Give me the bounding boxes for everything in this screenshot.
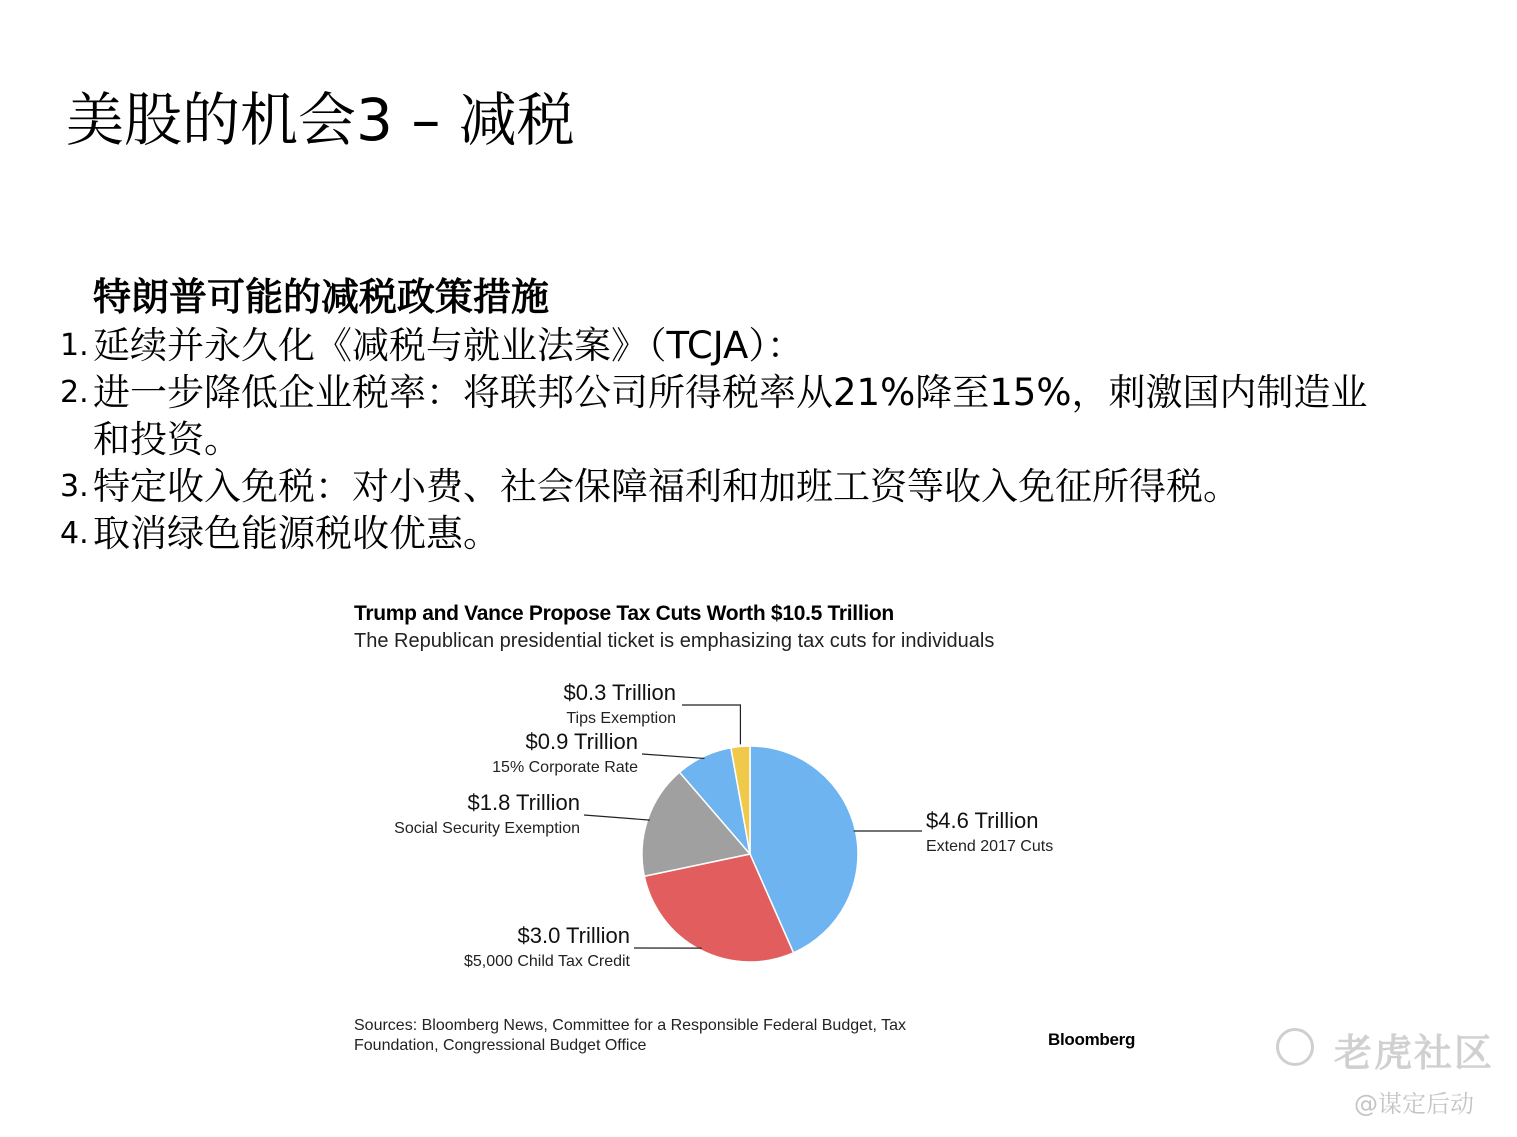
policy-text: 进一步降低企业税率：将联邦公司所得税率从21%降至15%，刺激国内制造业 [93,371,1368,414]
policy-number: 2. [60,375,89,410]
chart-title: Trump and Vance Propose Tax Cuts Worth $10.5 Trillion [354,602,894,625]
leader-line [682,705,740,744]
policy-item-2 [60,369,1480,463]
policy-number: 4. [60,516,89,551]
watermark-handle: @谋定后动 [1354,1090,1474,1118]
tiger-community-logo-icon [1276,1028,1314,1066]
policy-text: 取消绿色能源税收优惠。 [93,512,500,555]
slice-value-label: $0.3 Trillion [563,680,676,705]
watermark [1276,1026,1506,1116]
slice-category-label: 15% Corporate Rate [492,759,638,776]
chart-subtitle: The Republican presidential ticket is emphasizing tax cuts for individuals [354,630,995,652]
slice-category-label: Extend 2017 Cuts [926,838,1054,855]
policy-text-continuation: 和投资。 [93,418,241,461]
chart-figure [340,598,1160,1068]
slice-category-label: Tips Exemption [566,710,676,727]
chart-source: Sources: Bloomberg News, Committee for a Responsible Federal Budget, Tax Foundation, Congressional Budget Office [354,1017,906,1054]
slide-title: 美股的机会3 – 减税 [66,86,575,154]
bloomberg-logo: Bloomberg [1048,1030,1136,1049]
slice-value-label: $3.0 Trillion [517,923,630,948]
policy-text-block [93,369,1367,463]
slice-value-label: $4.6 Trillion [926,808,1039,833]
policy-text: 特定收入免税：对小费、社会保障福利和加班工资等收入免征所得税。 [93,465,1240,508]
slice-value-label: $1.8 Trillion [467,790,580,815]
policy-subheading: 特朗普可能的减税政策措施 [93,275,550,319]
policy-item-4 [60,510,1480,557]
pie-chart [340,598,1160,1008]
slice-category-label: Social Security Exemption [394,820,580,837]
policy-item-3 [60,463,1480,510]
leader-line [584,815,650,820]
policy-number: 3. [60,469,89,504]
policy-list [60,272,1480,557]
leader-line [642,754,704,758]
policy-item-1 [60,322,1480,369]
policy-number: 1. [60,328,89,363]
policy-text: 延续并永久化《减税与就业法案》（TCJA）： [93,324,804,367]
watermark-name: 老虎社区 [1334,1031,1495,1075]
slice-category-label: $5,000 Child Tax Credit [463,953,630,970]
slice-value-label: $0.9 Trillion [525,729,638,754]
